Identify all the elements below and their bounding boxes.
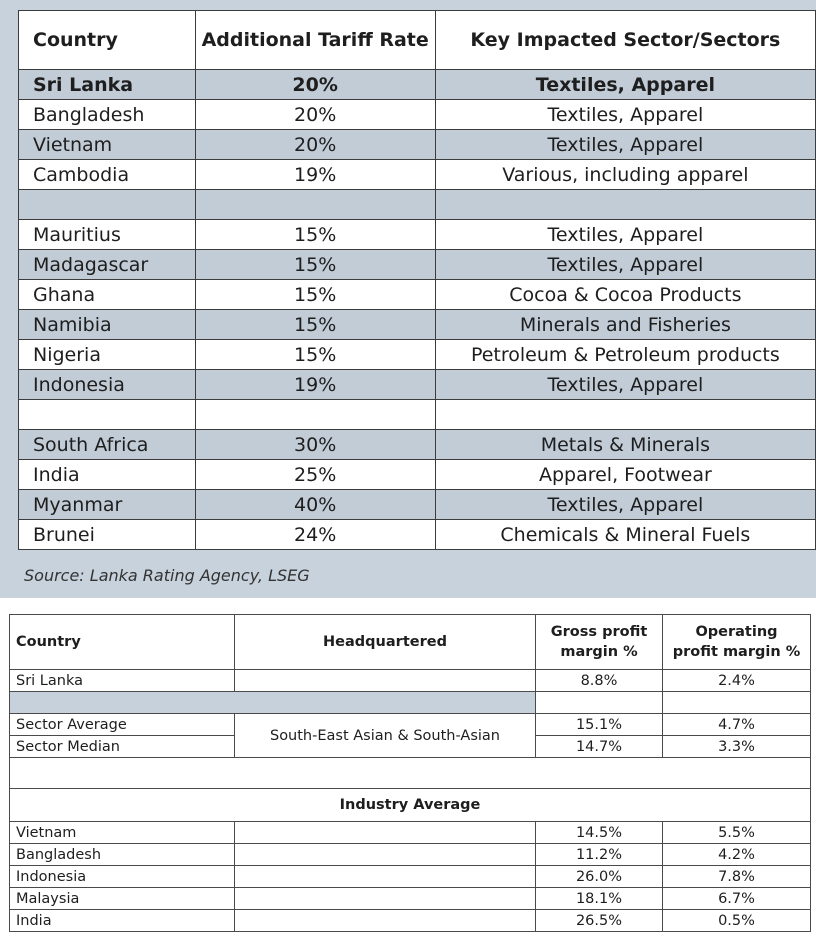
tariff-rate-cell: 19% [195, 370, 435, 400]
table-row [10, 910, 811, 932]
country-cell: India [19, 460, 196, 490]
table-row [19, 220, 816, 250]
gross-margin-cell: 18.1% [536, 888, 663, 910]
industry-average-label: Industry Average [10, 789, 811, 822]
margin-header-row [10, 615, 811, 670]
sector-cell: Textiles, Apparel [435, 70, 815, 100]
sector-cell: Textiles, Apparel [435, 250, 815, 280]
tariff-rate-cell: 15% [195, 280, 435, 310]
country-cell: Indonesia [19, 370, 196, 400]
sector-cell: Textiles, Apparel [435, 490, 815, 520]
tariff-rate-cell: 15% [195, 310, 435, 340]
country-cell: Vietnam [10, 822, 235, 844]
industry-rows [10, 822, 811, 932]
operating-margin-cell: 3.3% [663, 736, 811, 758]
col-header-sectors: Key Impacted Sector/Sectors [435, 11, 815, 70]
gross-margin-cell: 26.0% [536, 866, 663, 888]
table-row [10, 822, 811, 844]
tariff-table [18, 10, 816, 550]
country-cell [19, 400, 196, 430]
tariff-rate-cell [195, 400, 435, 430]
sector-cell: Textiles, Apparel [435, 370, 815, 400]
table-row [10, 670, 811, 692]
industry-average-row [10, 789, 811, 822]
country-cell: Vietnam [19, 130, 196, 160]
sector-cell: Chemicals & Mineral Fuels [435, 520, 815, 550]
country-cell: Myanmar [19, 490, 196, 520]
table-row [19, 280, 816, 310]
hq-cell [235, 670, 536, 692]
sector-median-label: Sector Median [10, 736, 235, 758]
sector-cell: Petroleum & Petroleum products [435, 340, 815, 370]
hq-cell [235, 866, 536, 888]
gross-margin-cell: 14.5% [536, 822, 663, 844]
spacer-cell [10, 758, 811, 789]
sector-cell [435, 400, 815, 430]
tariff-rate-cell: 40% [195, 490, 435, 520]
col-header-headquartered: Headquartered [235, 615, 536, 670]
operating-margin-cell: 4.2% [663, 844, 811, 866]
country-cell: Mauritius [19, 220, 196, 250]
spacer-cell [536, 692, 663, 714]
tariff-rate-cell: 25% [195, 460, 435, 490]
table-row [19, 100, 816, 130]
operating-margin-cell: 5.5% [663, 822, 811, 844]
tariff-rate-cell: 30% [195, 430, 435, 460]
country-cell: Bangladesh [10, 844, 235, 866]
tariff-rate-cell: 20% [195, 70, 435, 100]
country-cell: Indonesia [10, 866, 235, 888]
tariff-rate-cell: 24% [195, 520, 435, 550]
col-header-gross-margin [536, 615, 663, 670]
table-row [19, 250, 816, 280]
tariff-rate-cell [195, 190, 435, 220]
spacer-cell [663, 692, 811, 714]
gross-header-line2: margin % [560, 644, 638, 660]
tariff-rate-cell: 20% [195, 130, 435, 160]
table-row [19, 430, 816, 460]
tariff-table-body [19, 70, 816, 550]
sector-cell: Minerals and Fisheries [435, 310, 815, 340]
op-header-line1: Operating [695, 624, 778, 640]
sector-cell: Various, including apparel [435, 160, 815, 190]
tariff-header-row [19, 11, 816, 70]
table-row [10, 844, 811, 866]
sector-cell: Apparel, Footwear [435, 460, 815, 490]
table-row [10, 866, 811, 888]
hq-cell [235, 910, 536, 932]
country-cell: Namibia [19, 310, 196, 340]
table-row [19, 400, 816, 430]
table-row [19, 130, 816, 160]
operating-margin-cell: 0.5% [663, 910, 811, 932]
country-cell: Malaysia [10, 888, 235, 910]
table-row [19, 490, 816, 520]
table-row [19, 460, 816, 490]
country-cell: India [10, 910, 235, 932]
gross-margin-cell: 26.5% [536, 910, 663, 932]
table-row [19, 160, 816, 190]
gross-header-line1: Gross profit [550, 624, 648, 640]
table-row [19, 370, 816, 400]
country-cell: Sri Lanka [10, 670, 235, 692]
tariff-rate-cell: 19% [195, 160, 435, 190]
sector-cell: Textiles, Apparel [435, 100, 815, 130]
country-cell: South Africa [19, 430, 196, 460]
spacer-row [10, 692, 811, 714]
tariff-rate-cell: 15% [195, 250, 435, 280]
sector-hq-cell: South-East Asian & South-Asian [235, 714, 536, 758]
table-row [19, 310, 816, 340]
table-row [10, 888, 811, 910]
country-cell [19, 190, 196, 220]
hq-cell [235, 822, 536, 844]
op-header-line2: profit margin % [672, 644, 801, 660]
operating-margin-cell: 6.7% [663, 888, 811, 910]
country-cell: Cambodia [19, 160, 196, 190]
sector-cell: Textiles, Apparel [435, 130, 815, 160]
gross-margin-cell: 14.7% [536, 736, 663, 758]
col-header-tariff-rate: Additional Tariff Rate [195, 11, 435, 70]
hq-cell [235, 844, 536, 866]
country-cell: Sri Lanka [19, 70, 196, 100]
operating-margin-cell: 2.4% [663, 670, 811, 692]
operating-margin-cell: 4.7% [663, 714, 811, 736]
country-cell: Bangladesh [19, 100, 196, 130]
gross-margin-cell: 8.8% [536, 670, 663, 692]
col-header-country: Country [10, 615, 235, 670]
tariff-rate-cell: 15% [195, 340, 435, 370]
sector-average-label: Sector Average [10, 714, 235, 736]
margin-table [9, 614, 811, 932]
table-row [19, 340, 816, 370]
col-header-country: Country [19, 11, 196, 70]
spacer-row [10, 758, 811, 789]
table-row [19, 520, 816, 550]
country-cell: Nigeria [19, 340, 196, 370]
operating-margin-cell: 7.8% [663, 866, 811, 888]
country-cell: Brunei [19, 520, 196, 550]
col-header-operating-margin [663, 615, 811, 670]
table-row [19, 190, 816, 220]
sector-cell: Textiles, Apparel [435, 220, 815, 250]
hq-cell [235, 888, 536, 910]
tariff-rate-cell: 15% [195, 220, 435, 250]
sector-cell [435, 190, 815, 220]
country-cell: Madagascar [19, 250, 196, 280]
gross-margin-cell: 11.2% [536, 844, 663, 866]
country-cell: Ghana [19, 280, 196, 310]
sector-cell: Cocoa & Cocoa Products [435, 280, 815, 310]
table-row [19, 70, 816, 100]
spacer-cell [10, 692, 536, 714]
source-note: Source: Lanka Rating Agency, LSEG [24, 566, 310, 585]
table-row [10, 714, 811, 736]
sector-cell: Metals & Minerals [435, 430, 815, 460]
gross-margin-cell: 15.1% [536, 714, 663, 736]
tariff-rate-cell: 20% [195, 100, 435, 130]
